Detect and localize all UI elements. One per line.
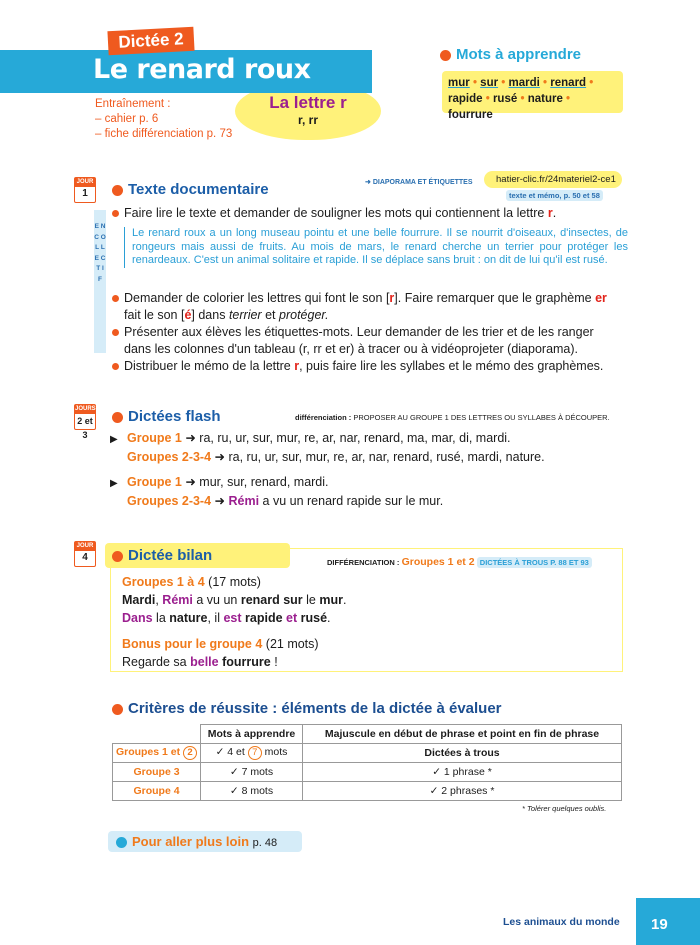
title-band <box>0 50 372 93</box>
page-number: 19 <box>636 898 700 945</box>
hatier-link[interactable]: hatier-clic.fr/24materiel2-ce1 <box>484 171 622 188</box>
mot: renard <box>550 77 587 89</box>
mot: rusé <box>492 93 518 105</box>
maj-cell: Dictées à trous <box>303 744 622 763</box>
table-row <box>113 744 622 763</box>
table-row <box>113 725 622 744</box>
lettre-title: La lettre r <box>269 93 347 112</box>
footer-chapter: Les animaux du monde <box>503 916 620 928</box>
mot: nature <box>527 93 563 105</box>
triangle-icon: ▶ <box>110 434 118 445</box>
documentary-text: Le renard roux a un long museau pointu et une belle fourrure. Il se nourrit d'oiseaux, d'insectes, de rongeurs mais aussi de fruits. Au mois de mars, le renard cherche un terrier pour protéger les renardeaux. C'est un animal solitaire et rapide. Il se déplace sans bruit : on dit de lui qu'il est rusé. <box>124 227 628 268</box>
page-title: Le renard roux <box>93 54 311 85</box>
section3-title: Dictée bilan <box>112 547 212 564</box>
entrainement-title: Entraînement : <box>95 98 171 110</box>
bilan-content: Groupes 1 à 4 (17 mots) Mardi, Rémi a vu un renard sur le mur. Dans la nature, il est rapide et rusé. Bonus pour le groupe 4 (21 mots) Regarde sa belle fourrure ! <box>122 575 347 669</box>
section1-title: Texte documentaire <box>112 181 269 198</box>
mot: mardi <box>508 77 540 89</box>
flash-lines-a: ▶ Groupe 1 ➜ ra, ru, ur, sur, mur, re, ar, nar, renard, ma, mar, di, mardi. Groupes 2-3-4 ➜ ra, ru, ur, sur, mur, re, ar, nar, renard, rusé, mardi, nature. <box>110 431 545 464</box>
mots-cell: ✓ 8 mots <box>201 782 303 801</box>
section1-list <box>112 205 624 222</box>
entrainement-block <box>95 97 232 142</box>
table-row <box>113 763 622 782</box>
mots-title: Mots à apprendre <box>440 46 581 63</box>
list-item: Présenter aux élèves les étiquettes-mots. Leur demander de les trier et de les ranger dans les colonnes d'un tableau (r, rr et er) à tracer ou à vidéoprojeter (diaporama). <box>112 324 624 358</box>
list-item: Faire lire le texte et demander de souligner les mots qui contiennent la lettre r. <box>112 205 624 222</box>
flash-lines-b: ▶ Groupe 1 ➜ mur, sur, renard, mardi. Groupes 2-3-4 ➜ Rémi a vu un renard rapide sur le mur. <box>110 475 444 508</box>
bullet-dot-icon <box>440 50 451 61</box>
maj-cell: ✓ 1 phrase * <box>303 763 622 782</box>
triangle-icon: ▶ <box>110 478 118 489</box>
dictee-number-tag: Dictée 2 <box>107 27 194 55</box>
table-footnote: * Tolérer quelques oublis. <box>522 804 607 813</box>
entrainement-cahier: – cahier p. 6 <box>95 113 159 125</box>
group-cell: Groupe 4 <box>113 782 201 801</box>
plus-loin-link[interactable]: Pour aller plus loin p. 48 <box>108 831 302 852</box>
mots-cell: ✓ 4 et 7 mots <box>201 744 303 763</box>
criteria-table <box>112 724 622 801</box>
bullet-dot-icon <box>112 185 123 196</box>
group-cell: Groupes 1 et 2 <box>113 744 201 763</box>
section1-list-2 <box>112 290 624 375</box>
differenciation-note: différenciation : PROPOSER AU GROUPE 1 DES LETTRES OU SYLLABES À DÉCOUPER. <box>295 413 610 422</box>
calendar-icon: JOURS 2 et 3 <box>75 406 96 440</box>
table-row <box>113 782 622 801</box>
mot: rapide <box>448 93 483 105</box>
list-item: Distribuer le mémo de la lettre r, puis faire lire les syllabes et le mémo des graphèmes. <box>112 358 624 375</box>
mots-box: mur • sur • mardi • renard • rapide • rusé • nature • fourrure <box>442 71 623 113</box>
bullet-dot-icon <box>112 412 123 423</box>
collectif-label: E N C O L L E C T I F <box>94 210 106 353</box>
group-cell: Groupe 3 <box>113 763 201 782</box>
lettre-sub: r, rr <box>297 113 318 127</box>
bullet-dot-icon <box>116 837 127 848</box>
bullet-dot-icon <box>112 704 123 715</box>
diaporama-link[interactable]: ➜ DIAPORAMA ET ÉTIQUETTES <box>365 179 473 186</box>
mot: sur <box>480 77 499 89</box>
bilan-differenciation: DIFFÉRENCIATION : Groupes 1 et 2 DICTÉES À TROUS P. 88 ET 93 <box>327 556 592 568</box>
col-header: Majuscule en début de phrase et point en fin de phrase <box>303 725 622 744</box>
mots-cell: ✓ 7 mots <box>201 763 303 782</box>
mot: fourrure <box>448 109 493 121</box>
list-item: Demander de colorier les lettres qui font le son [r]. Faire remarquer que le graphème er fait le son [é] dans terrier et protéger. <box>112 290 624 324</box>
col-header: Mots à apprendre <box>201 725 303 744</box>
criteria-title: Critères de réussite : éléments de la dictée à évaluer <box>112 700 502 717</box>
calendar-icon: JOUR 1 <box>74 177 96 203</box>
maj-cell: ✓ 2 phrases * <box>303 782 622 801</box>
section2-title: Dictées flash <box>112 408 221 425</box>
calendar-icon: JOUR 4 <box>74 541 96 567</box>
mot: mur <box>448 77 470 89</box>
entrainement-fiche: – fiche différenciation p. 73 <box>95 128 233 140</box>
bullet-dot-icon <box>112 551 123 562</box>
texte-memo-ref: texte et mémo, p. 50 et 58 <box>506 190 603 201</box>
